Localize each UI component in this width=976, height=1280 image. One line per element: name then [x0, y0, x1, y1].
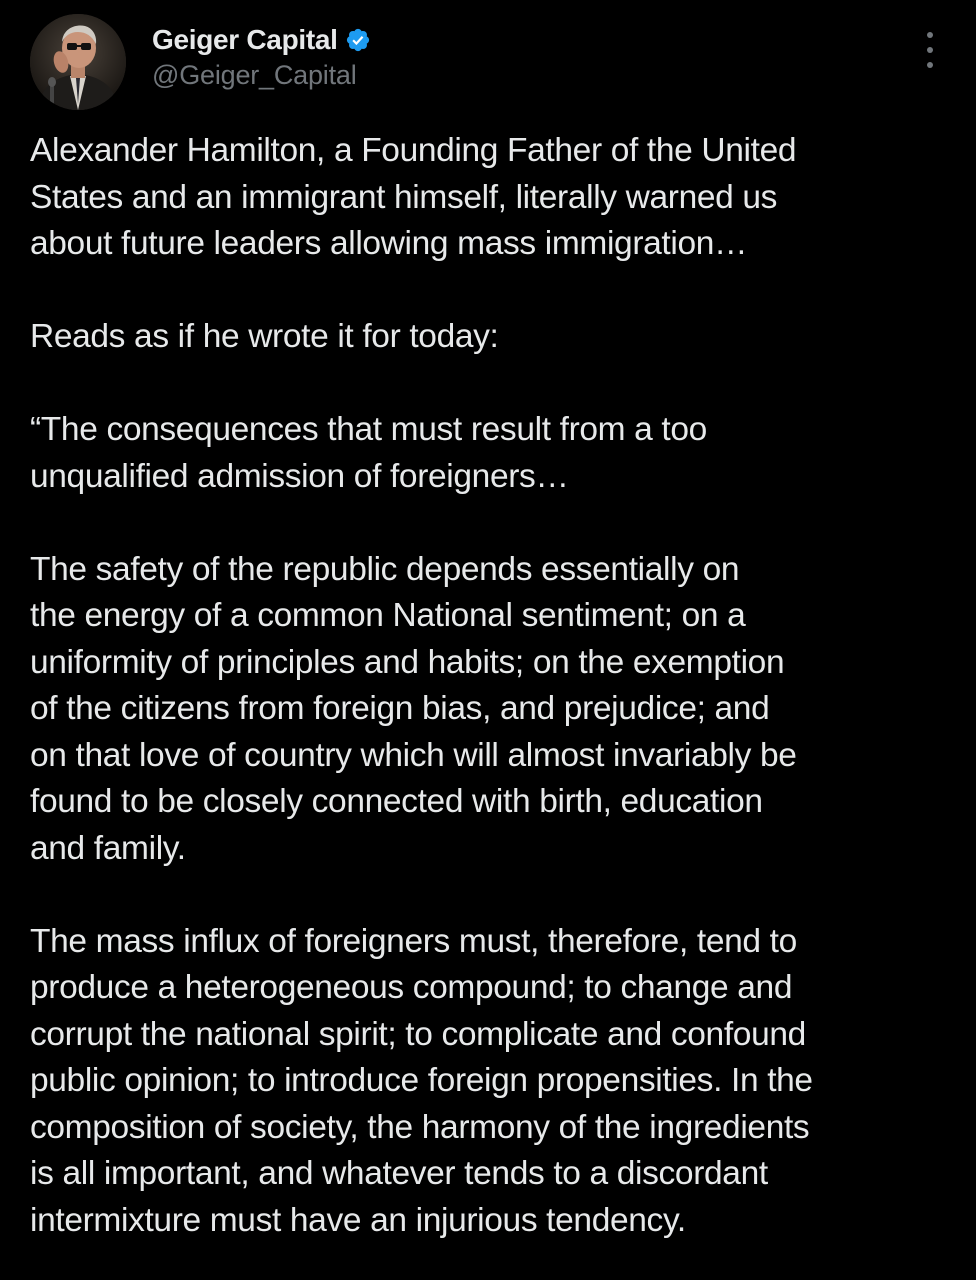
tweet-text-line: Reads as if he wrote it for today: [30, 318, 499, 355]
tweet-paragraph [30, 919, 950, 1245]
tweet-text-line: uniformity of principles and habits; on the exemption [30, 643, 785, 681]
avatar[interactable] [30, 14, 126, 110]
tweet-paragraph [30, 314, 950, 361]
tweet-paragraph [30, 547, 950, 873]
tweet-text-line: “The consequences that must result from a too [30, 411, 707, 448]
tweet-text-line: composition of society, the harmony of the ingredients [30, 1108, 810, 1146]
tweet-text-line: public opinion; to introduce foreign propensities. In the [30, 1062, 813, 1099]
tweet-text-line: unqualified admission of foreigners… [30, 457, 569, 495]
tweet-text-line: The mass influx of foreigners must, therefore, tend to [30, 922, 797, 960]
tweet-text-line: about future leaders allowing mass immigration… [30, 225, 748, 262]
tweet-text-line: Alexander Hamilton, a Founding Father of the United [30, 132, 797, 169]
tweet-text-line: intermixture must have an injurious tendency. [30, 1201, 686, 1239]
profile-photo [30, 14, 126, 110]
tweet-text-line: The safety of the republic depends essentially on [30, 550, 740, 588]
more-dot [927, 32, 933, 38]
tweet-header [30, 14, 946, 110]
tweet-text-line: the energy of a common National sentiment; on a [30, 597, 746, 634]
tweet-paragraph [30, 128, 950, 268]
handle[interactable]: @Geiger_Capital [152, 60, 357, 90]
tweet-text-line: of the citizens from foreign bias, and prejudice; and [30, 690, 770, 727]
name-row [152, 22, 371, 58]
tweet-text-line: and family. [30, 829, 186, 867]
verified-badge-icon [345, 27, 371, 53]
tweet-text-line: produce a heterogeneous compound; to change and [30, 969, 793, 1006]
tweet-text-line: found to be closely connected with birth, education [30, 783, 763, 820]
tweet-text [30, 128, 950, 1244]
tweet-text-line: is all important, and whatever tends to a discordant [30, 1155, 768, 1192]
display-name[interactable]: Geiger Capital [152, 24, 338, 55]
tweet-text-line: on that love of country which will almost invariably be [30, 736, 797, 774]
more-dot [927, 62, 933, 68]
tweet-text-line: States and an immigrant himself, literally warned us [30, 178, 778, 216]
author-info [152, 22, 371, 91]
more-dot [927, 47, 933, 53]
more-options-icon[interactable] [922, 32, 938, 68]
tweet-paragraph [30, 407, 950, 500]
tweet-text-line: corrupt the national spirit; to complicate and confound [30, 1015, 806, 1053]
